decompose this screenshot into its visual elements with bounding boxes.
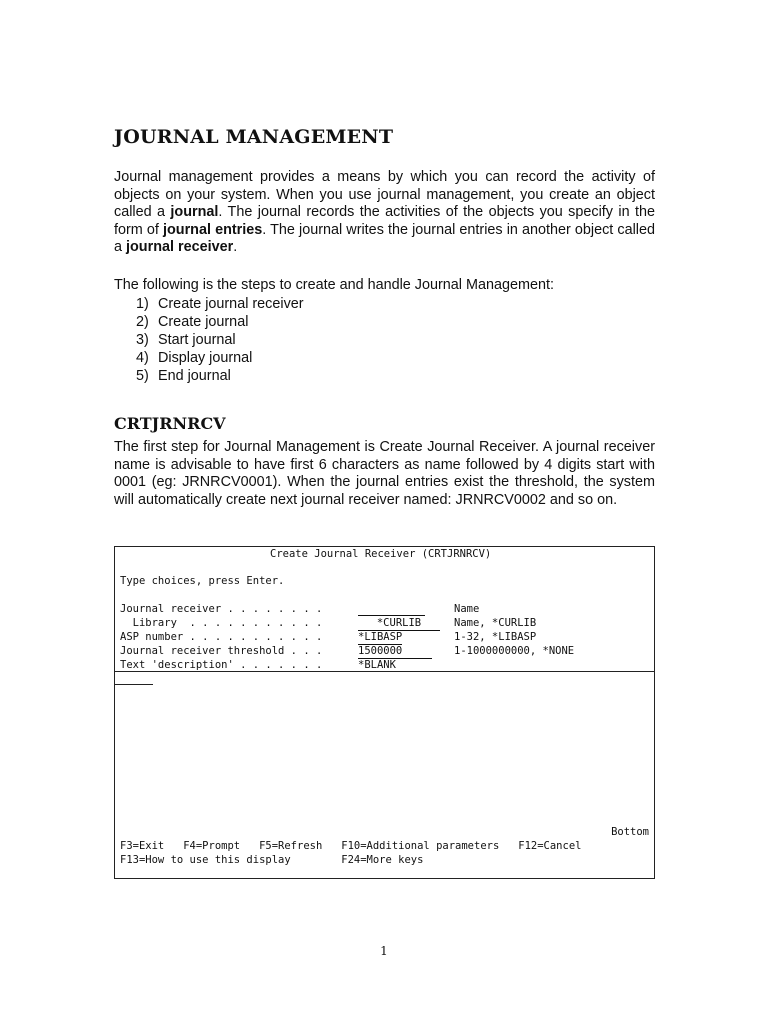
field-label-library: Library . . . . . . . . . . . <box>120 617 323 629</box>
page-number: 1 <box>380 944 388 958</box>
library-input[interactable]: *CURLIB <box>358 617 440 631</box>
term-journal: journal <box>170 204 219 221</box>
subsection-heading: CRTJRNRCV <box>114 414 226 433</box>
list-item: 2) Create journal <box>136 314 249 330</box>
field-hint-journal-receiver: Name <box>454 603 480 615</box>
field-label-text-description: Text 'description' . . . . . . . <box>120 659 323 671</box>
field-label-asp-number: ASP number . . . . . . . . . . . <box>120 631 323 643</box>
field-label-threshold: Journal receiver threshold . . . <box>120 645 323 657</box>
intro-text-3: . The journal writes the journal entries in another object called a <box>114 221 656 256</box>
function-keys-line-2[interactable]: F13=How to use this display F24=More keys <box>120 854 424 866</box>
function-keys-line-1[interactable]: F3=Exit F4=Prompt F5=Refresh F10=Additional parameters F12=Cancel <box>120 840 582 852</box>
term-journal-entries: journal entries <box>163 221 263 238</box>
terminal-divider <box>115 671 654 672</box>
term-journal-receiver: journal receiver <box>126 239 234 256</box>
steps-list <box>136 295 304 385</box>
field-hint-asp-number: 1-32, *LIBASP <box>454 631 537 643</box>
field-hint-threshold: 1-1000000000, *NONE <box>454 645 575 657</box>
field-hint-library: Name, *CURLIB <box>454 617 537 629</box>
terminal-instruction: Type choices, press Enter. <box>120 575 285 587</box>
text-description-input[interactable]: *BLANK <box>358 659 396 671</box>
field-label-journal-receiver: Journal receiver . . . . . . . . <box>120 603 323 615</box>
steps-intro: The following is the steps to create and handle Journal Management: <box>114 277 554 293</box>
terminal-screen <box>114 546 655 879</box>
asp-number-input[interactable]: *LIBASP <box>358 631 403 643</box>
section-heading: JOURNAL MANAGEMENT <box>114 126 394 148</box>
bottom-indicator: Bottom <box>611 826 649 838</box>
list-item: 3) Start journal <box>136 332 236 348</box>
threshold-input[interactable]: 1500000 <box>358 645 432 659</box>
journal-receiver-input[interactable] <box>358 603 425 616</box>
intro-text-2: . The journal records the activities of the objects you specify in the form of <box>114 204 655 238</box>
terminal-title: Create Journal Receiver (CRTJRNRCV) <box>270 548 492 560</box>
intro-paragraph <box>114 169 655 257</box>
subsection-body: The first step for Journal Management is Create Journal Receiver. A journal receiver name is advisable to have first 6 characters as name followed by 4 digits start with 0001 (eg: JRNRCV0001). When the journal entries exist the threshold, the system will automatically create next journal receiver named: JRNRCV0002 and so on. <box>114 439 655 508</box>
intro-text-1: Journal management provides a means by which you can record the activity of objects on your system. When you use journal management, you create an object called a <box>114 169 655 221</box>
list-item: 4) Display journal <box>136 350 253 366</box>
intro-text-4: . <box>233 239 238 256</box>
list-item: 1) Create journal receiver <box>136 296 304 312</box>
list-item: 5) End journal <box>136 368 231 384</box>
terminal-cursor <box>115 684 153 685</box>
